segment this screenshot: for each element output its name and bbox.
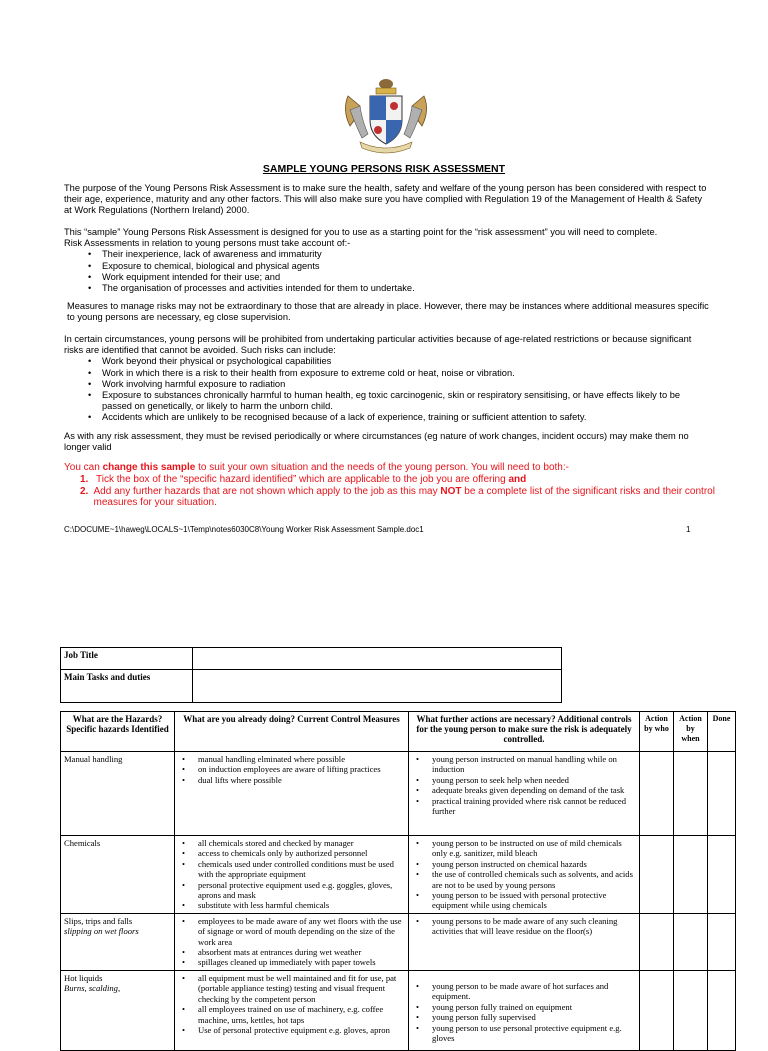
change-post: to suit your own situation and the needs of the young person. You will need to both:-: [195, 462, 569, 473]
list-item: • Work beyond their physical or psychological capabilities: [64, 356, 712, 367]
prohibited-section: [64, 334, 712, 424]
list-item: • young person instructed on manual handling while on induction: [412, 754, 636, 775]
list-item: • young person fully trained on equipment: [412, 1002, 636, 1012]
hazard-cell: [61, 836, 175, 914]
action-by-who-cell[interactable]: [640, 970, 674, 1050]
footer-path: C:\DOCUME~1\haweg\LOCALS~1\Temp\notes6030C8\Young Worker Risk Assessment Sample.doc1: [64, 525, 424, 534]
list-item: • Work equipment intended for their use; and: [64, 272, 712, 283]
current-controls-cell: [175, 970, 409, 1050]
list-item: • Their inexperience, lack of awareness and immaturity: [64, 249, 712, 260]
page-number: 1: [686, 525, 691, 534]
list-item: • all chemicals stored and checked by manager: [178, 838, 405, 848]
header-done: Done: [708, 712, 736, 752]
list-item: • young person to be issued with personal protective equipment while using chemicals: [412, 890, 636, 911]
step2-pre: Add any further hazards that are not shown which apply to the job as this may: [93, 485, 441, 497]
header-action-by-when: Action by when: [674, 712, 708, 752]
step1-text: Tick the box of the “specific hazard identified” which are applicable to the job you are offering: [96, 473, 509, 485]
table-row: [61, 752, 736, 836]
done-cell[interactable]: [708, 752, 736, 836]
list-item: • practical training provided where risk cannot be reduced further: [412, 796, 636, 817]
current-controls-cell: [175, 913, 409, 970]
table-row: [61, 913, 736, 970]
account-section: [64, 227, 712, 294]
list-item: • Use of personal protective equipment e.g. gloves, apron: [178, 1025, 405, 1035]
list-item: • employees to be made aware of any wet floors with the use of signage or word of mouth depending on the size of the work area: [178, 916, 405, 947]
action-by-when-cell[interactable]: [674, 913, 708, 970]
list-item: • Exposure to chemical, biological and physical agents: [64, 261, 712, 272]
further-actions-cell: [409, 970, 640, 1050]
measures-paragraph: Measures to manage risks may not be extraordinary to those that are already in place. However, there may be instances where additional measures specific to young persons are necessary, eg close supervision.: [67, 301, 709, 323]
main-tasks-value[interactable]: [193, 670, 562, 703]
list-item: • Accidents which are unlikely to be recognised because of a lack of experience, training or sufficient attention to safety.: [64, 412, 712, 423]
step2-not: NOT: [440, 485, 462, 497]
prohibited-intro: In certain circumstances, young persons will be prohibited from undertaking particular activities because of age-related restrictions or because significant risks are identified that cannot be avoided. Such risks can include:: [64, 334, 692, 356]
action-by-who-cell[interactable]: [640, 752, 674, 836]
hazard-name: Chemicals: [64, 838, 101, 848]
list-item: • young persons to be made aware of any such cleaning activities that will leave residue on the floor(s): [412, 916, 636, 937]
document-title: SAMPLE YOUNG PERSONS RISK ASSESSMENT: [262, 163, 506, 175]
coat-of-arms-crest: [340, 76, 432, 156]
list-item: • young person instructed on chemical hazards: [412, 859, 636, 869]
hazard-cell: [61, 913, 175, 970]
further-actions-cell: [409, 913, 640, 970]
change-pre: You can: [64, 462, 103, 473]
risk-assessment-table: [60, 711, 736, 1051]
hazard-name: Hot liquids: [64, 972, 103, 983]
table-row: [61, 970, 736, 1050]
done-cell[interactable]: [708, 913, 736, 970]
list-item: • all equipment must be well maintained and fit for use, pat (portable appliance testing) testing and visual frequent checking by the competent person: [178, 973, 405, 1004]
list-item: • Work in which there is a risk to their health from exposure to extreme cold or heat, noise or vibration.: [64, 368, 712, 379]
step1-and: and: [508, 473, 527, 485]
hazard-cell: [61, 970, 175, 1050]
action-by-who-cell[interactable]: [640, 836, 674, 914]
job-info-table: [60, 647, 562, 703]
list-item: • Exposure to substances chronically harmful to human health, eg toxic carcinogenic, skin or respiratory sensitising, or have effects likely to be passed on genetically, or likely to harm the unborn child.: [64, 390, 712, 412]
step-number: 1.: [80, 473, 89, 485]
list-item: • young person fully supervised: [412, 1012, 636, 1022]
revise-paragraph: As with any risk assessment, they must be revised periodically or where circumstances (eg nature of work changes, incident occurs) may make them no longer valid: [64, 431, 689, 453]
step-number: 2.: [80, 485, 89, 497]
prohibited-list: [64, 356, 712, 423]
header-action-by-who: Action by who: [640, 712, 674, 752]
further-actions-cell: [409, 752, 640, 836]
main-tasks-label: Main Tasks and duties: [61, 670, 193, 703]
hazard-cell: [61, 752, 175, 836]
current-controls-cell: [175, 752, 409, 836]
list-item: • adequate breaks given depending on demand of the task: [412, 785, 636, 795]
list-item: • dual lifts where possible: [178, 775, 405, 785]
step2-post: be a complete list of the significant risks and their control measures for your situation.: [93, 485, 715, 509]
hazard-name: Slips, trips and falls: [64, 915, 133, 926]
action-by-when-cell[interactable]: [674, 970, 708, 1050]
list-item: • on induction employees are aware of lifting practices: [178, 764, 405, 774]
list-item: • Work involving harmful exposure to radiation: [64, 379, 712, 390]
job-title-label: Job Title: [61, 648, 193, 670]
list-item: • all employees trained on use of machinery, e.g. coffee machine, urns, kettles, hot taps: [178, 1004, 405, 1025]
list-item: • absorbent mats at entrances during wet weather: [178, 947, 405, 957]
header-current-controls: What are you already doing? Current Control Measures: [175, 712, 409, 752]
change-bold: change this sample: [102, 462, 196, 473]
list-item: • young person to use personal protective equipment e.g. gloves: [412, 1023, 636, 1044]
job-title-value[interactable]: [193, 648, 562, 670]
list-item: • personal protective equipment used e.g. goggles, gloves, aprons and mask: [178, 880, 405, 901]
hazard-detail: Burns, scalding,: [64, 983, 121, 994]
list-item: • The organisation of processes and activities intended for them to undertake.: [64, 283, 712, 294]
header-hazards: What are the Hazards? Specific hazards Identified: [61, 712, 175, 752]
action-by-who-cell[interactable]: [640, 913, 674, 970]
account-list: [64, 249, 712, 294]
sample-line: This “sample” Young Persons Risk Assessment is designed for you to use as a starting point for the “risk assessment” you will need to complete.: [64, 227, 658, 237]
action-by-when-cell[interactable]: [674, 752, 708, 836]
header-further-actions: What further actions are necessary? Additional controls for the young person to make sure the risk is adequately controlled.: [409, 712, 640, 752]
list-item: • young person to seek help when needed: [412, 775, 636, 785]
list-item: • manual handling elminated where possible: [178, 754, 405, 764]
list-item: • young person to be made aware of hot surfaces and equipment.: [412, 981, 636, 1002]
list-item: • young person to be instructed on use of mild chemicals only e.g. sanitizer, mild bleach: [412, 838, 636, 859]
current-controls-cell: [175, 836, 409, 914]
intro-paragraph: The purpose of the Young Persons Risk Assessment is to make sure the health, safety and welfare of the young person has been considered with respect to their age, experience, maturity and any other factors. This will also make sure you have complied with Regulation 19 of the Management of Health & Safety at Work Regulations (Northern Ireland) 2000.: [64, 183, 707, 216]
done-cell[interactable]: [708, 836, 736, 914]
further-actions-cell: [409, 836, 640, 914]
change-instructions: [64, 462, 724, 509]
list-item: • substitute with less harmful chemicals: [178, 900, 405, 910]
hazard-detail: slipping on wet floors: [64, 926, 139, 937]
hazard-name: Manual handling: [64, 754, 123, 764]
done-cell[interactable]: [708, 970, 736, 1050]
list-item: • the use of controlled chemicals such as solvents, and acids are not to be used by young persons: [412, 869, 636, 890]
table-row: [61, 836, 736, 914]
account-intro: Risk Assessments in relation to young persons must take account of:-: [64, 238, 351, 249]
list-item: • spillages cleaned up immediately with paper towels: [178, 957, 405, 967]
list-item: • access to chemicals only by authorized personnel: [178, 848, 405, 858]
list-item: • chemicals used under controlled conditions must be used with the appropriate equipment: [178, 859, 405, 880]
action-by-when-cell[interactable]: [674, 836, 708, 914]
